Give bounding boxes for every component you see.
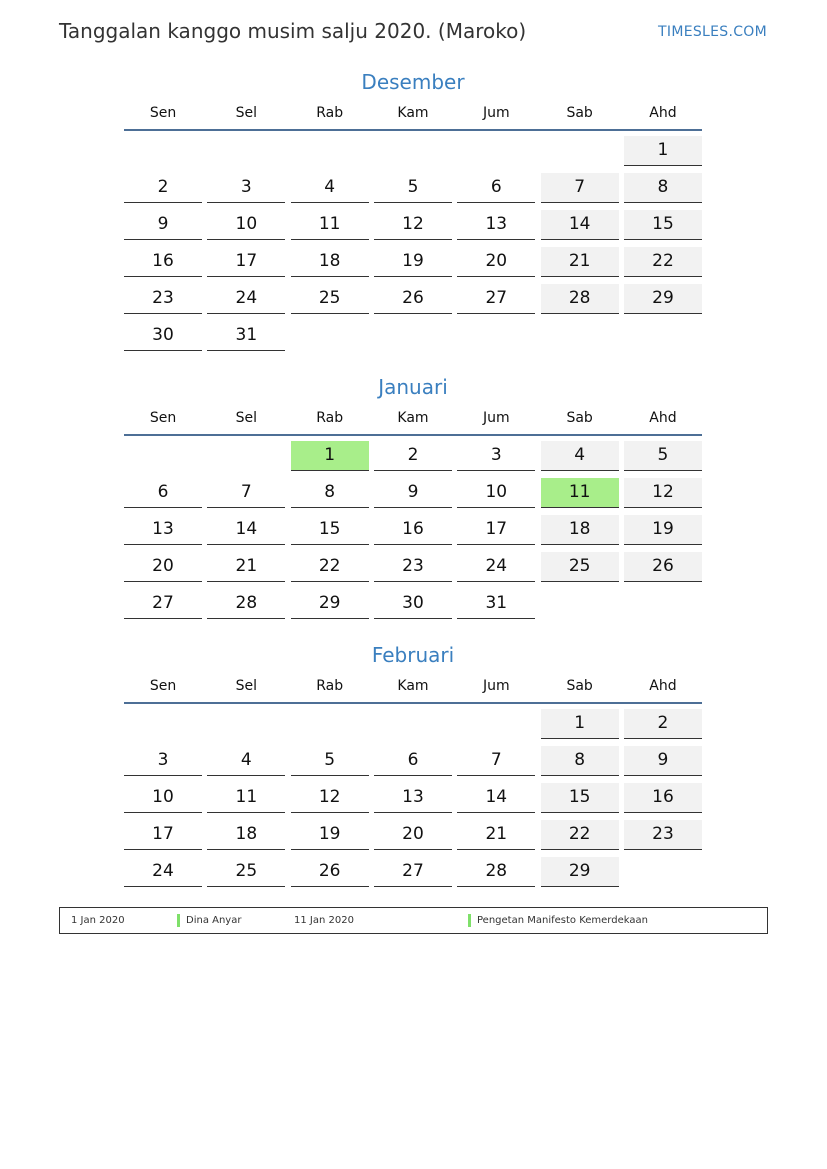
day-cell: 18 — [291, 247, 369, 277]
day-cell: 21 — [541, 247, 619, 277]
day-cell: 10 — [124, 783, 202, 813]
day-cell: 8 — [624, 173, 702, 203]
legend-name-1: Dina Anyar — [186, 915, 242, 926]
day-cell: 26 — [374, 284, 452, 314]
day-cell: 30 — [374, 589, 452, 619]
month-title: Februari — [371, 643, 455, 667]
weekday-label: Jum — [482, 105, 510, 121]
day-cell: 21 — [457, 820, 535, 850]
day-cell: 25 — [291, 284, 369, 314]
day-cell: 21 — [207, 552, 285, 582]
month-title: Januari — [378, 375, 448, 399]
empty-cell — [291, 136, 369, 165]
day-cell: 2 — [624, 709, 702, 739]
day-cell: 31 — [457, 589, 535, 619]
day-cell: 27 — [124, 589, 202, 619]
month-desember — [124, 68, 702, 358]
day-cell: 28 — [207, 589, 285, 619]
day-cell: 27 — [374, 857, 452, 887]
weekday-header — [124, 102, 702, 124]
empty-cell — [457, 709, 535, 738]
weekday-label: Jum — [482, 678, 510, 694]
day-cell: 18 — [541, 515, 619, 545]
weekday-label: Sel — [235, 410, 258, 426]
weekday-label: Sel — [235, 678, 258, 694]
day-cell: 6 — [124, 478, 202, 508]
day-cell: 23 — [624, 820, 702, 850]
day-cell: 22 — [291, 552, 369, 582]
day-cell: 3 — [207, 173, 285, 203]
day-cell: 4 — [291, 173, 369, 203]
day-cell: 16 — [624, 783, 702, 813]
day-cell: 17 — [207, 247, 285, 277]
weekday-label: Ahd — [649, 678, 677, 694]
day-cell: 15 — [624, 210, 702, 240]
header-divider — [124, 434, 702, 436]
day-cell: 13 — [124, 515, 202, 545]
day-cell: 12 — [291, 783, 369, 813]
empty-cell — [374, 709, 452, 738]
day-cell: 9 — [124, 210, 202, 240]
weekday-label: Sen — [149, 105, 177, 121]
weekday-label: Rab — [316, 410, 344, 426]
empty-cell — [124, 136, 202, 165]
day-cell: 17 — [124, 820, 202, 850]
day-cell: 11 — [291, 210, 369, 240]
weekday-label: Ahd — [649, 105, 677, 121]
day-cell: 25 — [207, 857, 285, 887]
empty-cell — [457, 136, 535, 165]
day-cell: 7 — [541, 173, 619, 203]
day-cell: 17 — [457, 515, 535, 545]
day-cell: 7 — [457, 746, 535, 776]
empty-cell — [124, 709, 202, 738]
holiday-day-cell: 11 — [541, 478, 619, 508]
header-divider — [124, 129, 702, 131]
day-cell: 3 — [124, 746, 202, 776]
day-cell: 15 — [541, 783, 619, 813]
day-cell: 29 — [291, 589, 369, 619]
day-cell: 14 — [207, 515, 285, 545]
weekday-label: Rab — [316, 678, 344, 694]
day-cell: 24 — [124, 857, 202, 887]
brand-link[interactable]: TIMESLES.COM — [658, 24, 767, 40]
legend-date-1: 1 Jan 2020 — [71, 915, 125, 926]
day-grid — [124, 709, 702, 894]
weekday-label: Ahd — [649, 410, 677, 426]
weekday-header — [124, 407, 702, 429]
day-cell: 29 — [541, 857, 619, 887]
weekday-label: Sen — [149, 410, 177, 426]
day-cell: 20 — [374, 820, 452, 850]
day-cell: 3 — [457, 441, 535, 471]
day-grid — [124, 136, 702, 358]
day-cell: 20 — [457, 247, 535, 277]
day-cell: 19 — [374, 247, 452, 277]
day-cell: 13 — [374, 783, 452, 813]
legend-name-2: Pengetan Manifesto Kemerdekaan — [477, 915, 648, 926]
day-cell: 13 — [457, 210, 535, 240]
weekday-label: Kam — [397, 410, 429, 426]
empty-cell — [374, 136, 452, 165]
day-cell: 27 — [457, 284, 535, 314]
weekday-label: Kam — [397, 678, 429, 694]
weekday-label: Jum — [482, 410, 510, 426]
empty-cell — [207, 136, 285, 165]
day-cell: 8 — [291, 478, 369, 508]
day-cell: 1 — [541, 709, 619, 739]
day-cell: 5 — [624, 441, 702, 471]
empty-cell — [541, 136, 619, 165]
day-cell: 11 — [207, 783, 285, 813]
day-cell: 16 — [124, 247, 202, 277]
empty-cell — [207, 709, 285, 738]
holiday-day-cell: 1 — [291, 441, 369, 471]
day-cell: 23 — [124, 284, 202, 314]
day-cell: 10 — [457, 478, 535, 508]
weekday-label: Sab — [566, 410, 593, 426]
day-cell: 8 — [541, 746, 619, 776]
day-cell: 30 — [124, 321, 202, 351]
weekday-header — [124, 675, 702, 697]
day-cell: 31 — [207, 321, 285, 351]
weekday-label: Sel — [235, 105, 258, 121]
day-cell: 14 — [541, 210, 619, 240]
day-cell: 1 — [624, 136, 702, 166]
day-cell: 10 — [207, 210, 285, 240]
day-cell: 24 — [207, 284, 285, 314]
day-cell: 5 — [374, 173, 452, 203]
day-cell: 7 — [207, 478, 285, 508]
page-title: Tanggalan kanggo musim salju 2020. (Maroko) — [59, 19, 527, 43]
day-cell: 16 — [374, 515, 452, 545]
weekday-label: Sab — [566, 678, 593, 694]
weekday-label: Rab — [316, 105, 344, 121]
day-cell: 28 — [541, 284, 619, 314]
month-januari — [124, 373, 702, 626]
day-cell: 6 — [457, 173, 535, 203]
day-cell: 9 — [374, 478, 452, 508]
day-cell: 28 — [457, 857, 535, 887]
legend-date-2: 11 Jan 2020 — [294, 915, 354, 926]
day-cell: 23 — [374, 552, 452, 582]
day-cell: 22 — [541, 820, 619, 850]
day-cell: 4 — [541, 441, 619, 471]
weekday-label: Sen — [149, 678, 177, 694]
day-cell: 26 — [624, 552, 702, 582]
day-cell: 20 — [124, 552, 202, 582]
empty-cell — [124, 441, 202, 470]
weekday-label: Kam — [397, 105, 429, 121]
month-title: Desember — [361, 70, 465, 94]
day-cell: 19 — [291, 820, 369, 850]
day-cell: 12 — [624, 478, 702, 508]
day-cell: 2 — [124, 173, 202, 203]
day-cell: 26 — [291, 857, 369, 887]
legend-marker-2 — [468, 914, 471, 927]
empty-cell — [207, 441, 285, 470]
day-cell: 5 — [291, 746, 369, 776]
legend-marker-1 — [177, 914, 180, 927]
day-cell: 6 — [374, 746, 452, 776]
weekday-label: Sab — [566, 105, 593, 121]
day-cell: 22 — [624, 247, 702, 277]
day-cell: 24 — [457, 552, 535, 582]
day-cell: 14 — [457, 783, 535, 813]
day-grid — [124, 441, 702, 626]
day-cell: 19 — [624, 515, 702, 545]
day-cell: 4 — [207, 746, 285, 776]
day-cell: 18 — [207, 820, 285, 850]
header-divider — [124, 702, 702, 704]
holiday-legend — [59, 907, 768, 934]
day-cell: 15 — [291, 515, 369, 545]
day-cell: 9 — [624, 746, 702, 776]
empty-cell — [291, 709, 369, 738]
day-cell: 29 — [624, 284, 702, 314]
day-cell: 12 — [374, 210, 452, 240]
month-februari — [124, 641, 702, 894]
day-cell: 2 — [374, 441, 452, 471]
day-cell: 25 — [541, 552, 619, 582]
